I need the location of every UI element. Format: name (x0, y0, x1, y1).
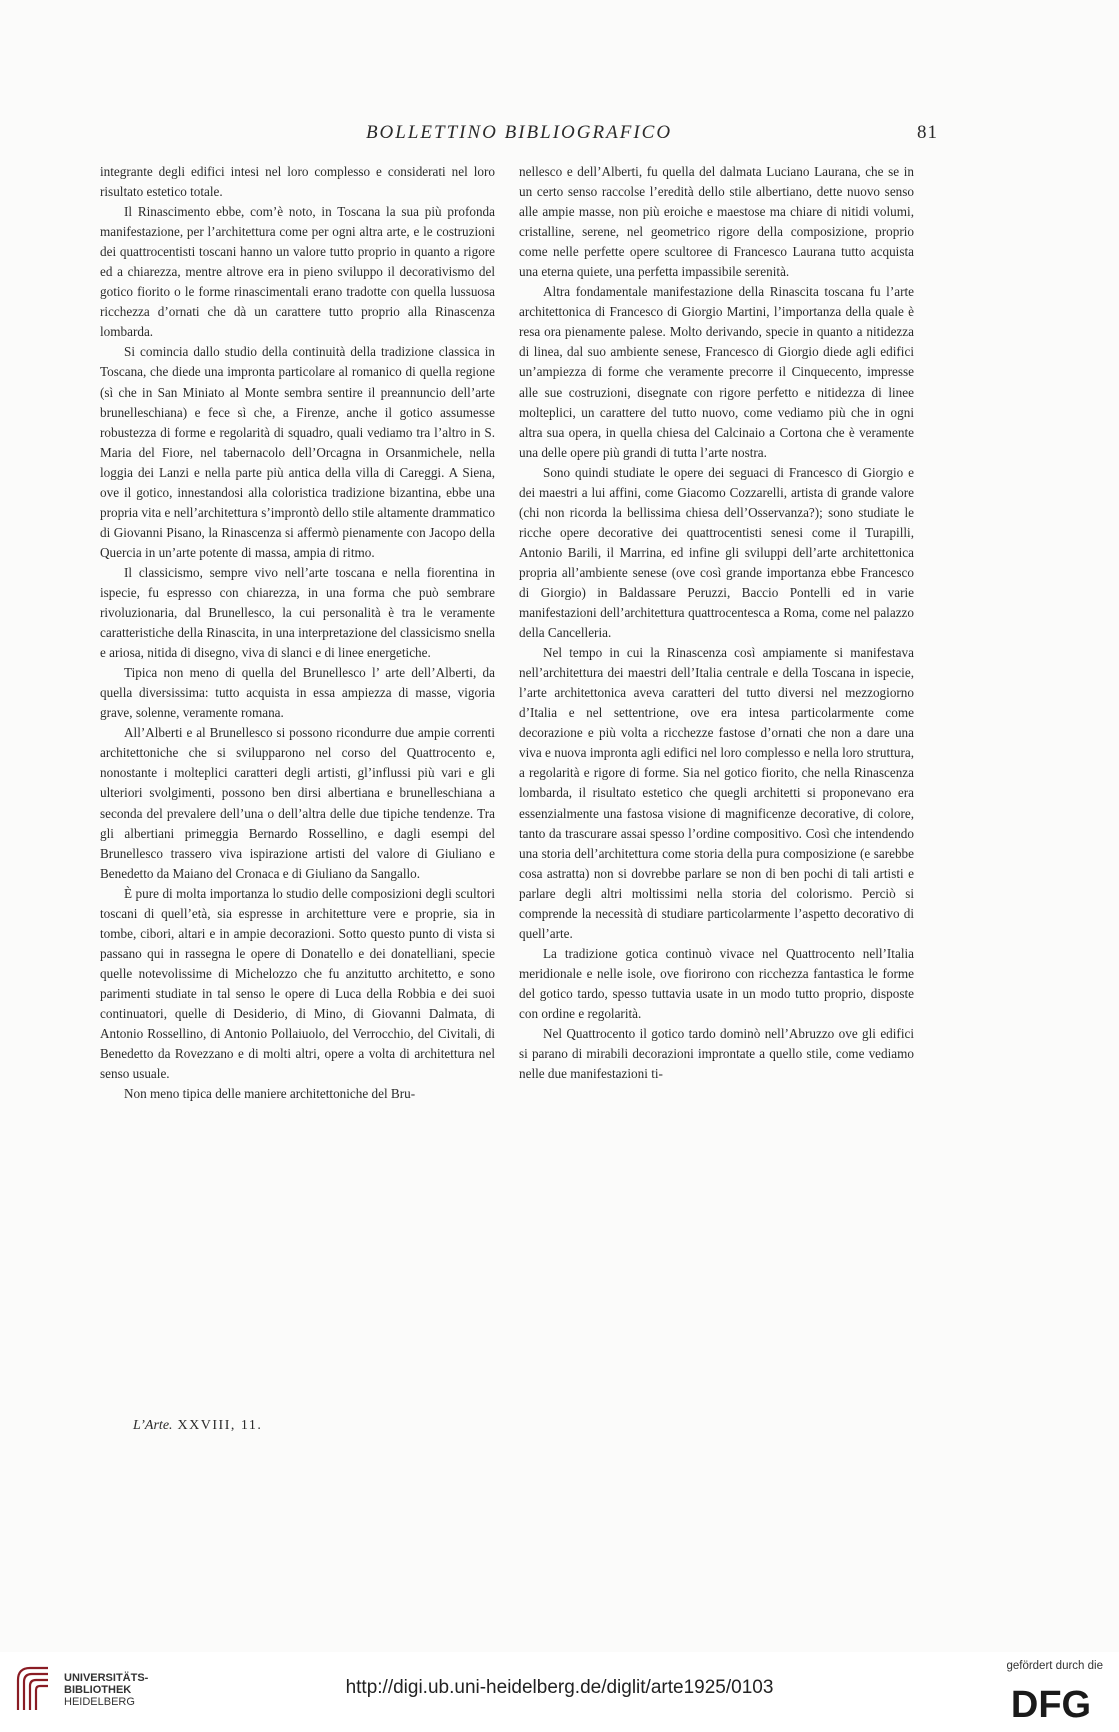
paragraph: Nel tempo in cui la Rinascenza così ampiamente si manifestava nell’architettura dei maestri dell’Italia centrale e della Toscana in ispecie, l’arte architettonica aveva caratteri del tutto diversi nel mezzogiorno d’Italia e nel settentrione, ove era intesa particolarmente come decorazione e più volta a ricchezze fastose d’ornati che non a dare una viva e nuova impronta agli edifici nel loro complesso e nella loro struttura, a regolarità e rigore di forme. Sia nel gotico fiorito, che nella Rinascenza lombarda, il risultato estetico che quegli architetti si proponevano era essenzialmente una fastosa visione di magnificenze decorative, di colore, tanto da trascurare assai spesso l’ordine compositivo. Così che intendendo una storia dell’architettura come storia della pura composizione (e sarebbe cosa astratta) non si dovrebbe parlare se non di ben pochi di tali artisti e parlare degli altri moltissimi nella storia del colorismo. Perciò si comprende la necessità di studiare particolarmente l’aspetto decorativo di quell’arte. (519, 645, 914, 941)
page-header (100, 122, 938, 152)
paragraph: Non meno tipica delle maniere architettoniche del Bru- (124, 1086, 416, 1102)
paragraph: Si comincia dallo studio della continuità della tradizione classica in Toscana, che diede una impronta particolare al romanico di quella regione (sì che in San Miniato al Monte sembra sentire il preannuncio dell’arte brunelleschiana) e fece sì che, a Firenze, anche il gotico assumesse robustezza di forme e regolarità di squadro, quali vediamo tra l’altro in S. Maria del Fiore, nel tabernacolo dell’Orcagna in Orsanmichele, nella loggia dei Lanzi e nella parte più antica della villa di Careggi. A Siena, ove il gotico, innestandosi alla coloristica tradizione bizantina, ebbe una propria vita e nell’architettura s’improntò dello stile altamente drammatico di Giovanni Pisano, la Rinascenza si affermò pienamente con Jacopo della Quercia in un’arte potente di massa, ampia di ritmo. (100, 344, 495, 560)
dfg-logo-text: DFG (1010, 1684, 1092, 1722)
signature-volume: XXVIII, 11. (172, 1418, 263, 1433)
paragraph: La tradizione gotica continuò vivace nel Quattrocento nell’Italia meridionale e nelle isole, ove fiorirono con ricchezza fantastica le forme del gotico tardo, spesso tuttavia usate in un modo tutto proprio, disposte con ordine e regolarità. (519, 945, 914, 1021)
paragraph: Nel Quattrocento il gotico tardo dominò nell’Abruzzo ove gli edifici si parano di mirabili decorazioni improntate a quello stile, come vediamo nelle due manifestazioni ti- (519, 1026, 914, 1082)
paragraph: Altra fondamentale manifestazione della Rinascita toscana fu l’arte architettonica di Francesco di Giorgio Martini, l’importanza della quale è resa ora pienamente palese. Molto derivando, specie in quanto a nitidezza di linea, dal suo ambiente senese, Francesco di Giorgio diede agli edifici un’ampiezza di forme che veramente precorre il Cinquecento, impresse alle sue costruzioni, disegnate con rigore perfetto e nitidezza di linee molteplici, un carattere del tutto nuovo, come vediamo più che in ogni altra sua opera, in quella chiesa del Calcinaio a Cortona che è veramente una delle opere più grandi di tutta l’arte nostra. (519, 284, 914, 460)
paragraph: Tipica non meno di quella del Brunellesco l’ arte dell’Alberti, da quella diversissima: tutto acquista in essa ampiezza di masse, vigoria grave, solenne, veramente romana. (100, 665, 495, 721)
paragraph: Il classicismo, sempre vivo nell’arte toscana e nella fiorentina in ispecie, fu espresso con chiarezza, in una forma che può sembrare rivoluzionaria, dal Brunellesco, la cui personalità è tra le veramente caratteristiche della Rinascita, in una interpretazione del classicismo snella e ariosa, nitida di disegno, viva di slanci e di linee energetiche. (100, 564, 495, 661)
paragraph: Sono quindi studiate le opere dei seguaci di Francesco di Giorgio e dei maestri a lui affini, come Giacomo Cozzarelli, artista di grande valore (chi non ricorda la bellissima chiesa dell’Osservanza?); sono studiate le ricche opere decorative dei quattrocentisti senesi come il Turapilli, Antonio Barili, il Marrina, ed infine gli sviluppi dell’arte architettonica propria all’ambiente senese (ove così grande importanza ebbe Francesco di Giorgio) in Baldassare Peruzzi, Baccio Pontelli ed in varie manifestazioni dell’architettura quattrocentesca a Roma, come nel palazzo della Cancelleria. (519, 464, 914, 641)
paragraph: nellesco e dell’Alberti, fu quella del dalmata Luciano Laurana, che se in un certo senso raccolse l’eredità dello stile albertiano, dette nuovo senso alle ampie masse, non più eroiche e maestose ma chiare di nitidi volumi, cristalline, serene, nel geometrico rigore della composizione, proprio come nelle perfette opere scultoree di Francesco Laurana tutto acquista una eterna quiete, una perfetta impassibile serenità. (519, 164, 914, 280)
running-head: BOLLETTINO BIBLIOGRAFICO (365, 122, 673, 143)
right-column (519, 162, 914, 1084)
paragraph: All’Alberti e al Brunellesco si possono ricondurre due ampie correnti architettoniche che si svilupparono nel corso del Quattrocento e, nonostante i molteplici caratteri degli artisti, gl’influssi più vari e gli ulteriori svolgimenti, possono ben dirsi albertiana e brunelleschiana a seconda del prevalere dell’una o dell’altra delle due tipiche tendenze. Tra gli albertiani primeggia Bernardo Rossellino, e dagli esempi del Brunellesco trassero viva ispirazione artisti del valore di Giuliano e Benedetto da Maiano del Cronaca e di Giuliano da Sangallo. (100, 725, 495, 881)
paragraph: È pure di molta importanza lo studio delle composizioni degli scultori toscani di quell’età, sia espresse in architetture vere e proprie, sia in tombe, cibori, altari e in ampie decorazioni. Sotto questo punto di vista si passano qui in rassegna le opere di Donatello e dei donatelliani, specie quelle notevolissime di Michelozzo che fu anzitutto architetto, e sono parimenti studiate in tal senso le opere di Luca della Robbia e dei suoi continuatori, quelle di Desiderio, di Mino, di Giovanni Dalmata, di Antonio Rossellino, di Antonio Pollaiuolo, del Verrocchio, del Civitali, di Benedetto da Rovezzano e di molti altri, opere a volta di architettura nel senso usuale. (100, 885, 495, 1082)
signature-journal: L’Arte. (133, 1418, 173, 1433)
paragraph: integrante degli edifici intesi nel loro complesso e considerati nel loro risultato estetico totale. (100, 164, 495, 200)
library-line: UNIVERSITÄTS- (64, 1672, 149, 1684)
signature-mark (133, 1418, 262, 1434)
funding-label: gefördert durch die (1006, 1660, 1103, 1672)
paragraph: Il Rinascimento ebbe, com’è noto, in Toscana la sua più profonda manifestazione, per l’architettura come per ogni altra arte, e le costruzioni dei quattrocentisti toscani hanno un valore tutto proprio in quanto a rigore ed a chiarezza, mentre altrove era in pieno sviluppo il decorativismo del gotico fiorito o le forme rinascimentali erano tradotte con quella lussuosa ricchezza d’ornati che dà un carattere tutto proprio alla Rinascenza lombarda. (100, 204, 495, 340)
left-column (100, 162, 495, 1104)
library-line: HEIDELBERG (64, 1696, 135, 1708)
page-number: 81 (917, 122, 938, 143)
dfg-logo-icon (999, 1684, 1103, 1722)
library-line: BIBLIOTHEK (64, 1684, 132, 1696)
permalink[interactable]: http://digi.ub.uni-heidelberg.de/diglit/arte1925/0103 (345, 1677, 774, 1698)
